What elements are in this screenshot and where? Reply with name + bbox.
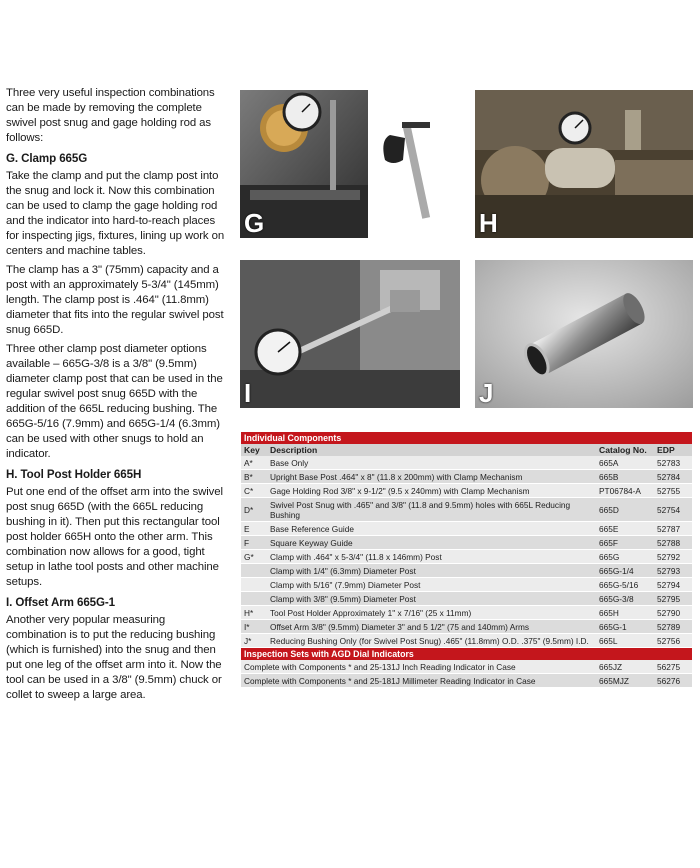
table-row [241,498,692,522]
cell-description: Clamp with 3/8" (9.5mm) Diameter Post [267,592,596,606]
table-row [241,470,692,484]
cell-description: Base Reference Guide [267,522,596,536]
cell-catalog: 665A [596,456,654,470]
cell-key: D* [241,498,267,522]
heading-tool-post-holder-665h: H. Tool Post Holder 665H [6,468,142,481]
cell-catalog: 665JZ [596,660,654,674]
cell-key: G* [241,550,267,564]
clamp-paragraph-3: Three other clamp post diameter options available – 665G-3/8 is a 3/8" (9.5mm) diameter clamp post that can be used in the regular swivel post snug 665D with the addition of the 665L reducing bushing. The 665G-5/16 (7.9mm) and 665G-1/4 (6.3mm) can be used with other snugs to hold an indicator. [6,343,223,460]
section-title: Inspection Sets with AGD Dial Indicators [241,648,692,661]
cell-catalog: 665F [596,536,654,550]
cell-key: C* [241,484,267,498]
table-row [241,634,692,648]
photo-j-illustration [475,260,693,408]
table-row [241,674,692,688]
cell-description: Complete with Components * and 25-131J Inch Reading Indicator in Case [241,660,596,674]
cell-edp: 52792 [654,550,692,564]
table-row [241,522,692,536]
tool-post-paragraph: Put one end of the offset arm into the swivel post snug 665D (with the 665L reducing bushing in it). Then put this rectangular tool post holder 665H onto the other arm. This combination now allows for a good, tight setup in lathe tool posts and other machine setups. [6,486,223,588]
cell-description: Reducing Bushing Only (for Swivel Post Snug) .465" (11.8mm) O.D. .375" (9.5mm) I.D. [267,634,596,648]
cell-description: Tool Post Holder Approximately 1" x 7/16" (25 x 11mm) [267,606,596,620]
cell-edp: 56275 [654,660,692,674]
cell-description: Complete with Components * and 25-181J Millimeter Reading Indicator in Case [241,674,596,688]
photo-label-h: H [479,208,498,238]
cell-edp: 52788 [654,536,692,550]
cell-edp: 52787 [654,522,692,536]
clamp-paragraph-1: Take the clamp and put the clamp post into the snug and lock it. Now this combination can be used to clamp the gage holding rod and the indicator into hard-to-reach places for inspecting jigs, fixtures, lining up work on centers and machine tables. [6,170,225,257]
cell-edp: 52755 [654,484,692,498]
photo-g-clamp [240,90,460,238]
cell-description: Gage Holding Rod 3/8" x 9-1/2" (9.5 x 240mm) with Clamp Mechanism [267,484,596,498]
components-table [241,432,692,688]
cell-catalog: 665G-3/8 [596,592,654,606]
table-row [241,592,692,606]
photo-i-offset-arm [240,260,460,408]
heading-clamp-665g: G. Clamp 665G [6,152,88,165]
photo-j-reducing-bushing [475,260,693,408]
cell-catalog: 665G-1 [596,620,654,634]
cell-catalog: 665B [596,470,654,484]
heading-offset-arm-665g-1: I. Offset Arm 665G-1 [6,596,116,609]
cell-key: E [241,522,267,536]
cell-description: Clamp with 1/4" (6.3mm) Diameter Post [267,564,596,578]
photo-h-tool-post-holder [475,90,693,238]
photo-label-j: J [479,378,494,408]
column-header-row [241,444,692,456]
cell-description: Clamp with .464" x 5-3/4" (11.8 x 146mm) Post [267,550,596,564]
cell-catalog: 665G-1/4 [596,564,654,578]
cell-description: Offset Arm 3/8" (9.5mm) Diameter 3" and 5 1/2" (75 and 140mm) Arms [267,620,596,634]
cell-key: F [241,536,267,550]
table-row [241,620,692,634]
table-row [241,484,692,498]
section-header-individual-components [241,432,692,444]
intro-paragraph: Three very useful inspection combinations can be made by removing the complete swivel post snug and gage holding rod as follows: [6,87,215,144]
table-row [241,578,692,592]
cell-description: Upright Base Post .464" x 8" (11.8 x 200mm) with Clamp Mechanism [267,470,596,484]
cell-edp: 52794 [654,578,692,592]
cell-catalog: 665G-5/16 [596,578,654,592]
table-row [241,564,692,578]
column-header-key: Key [241,444,267,456]
cell-description: Clamp with 5/16" (7.9mm) Diameter Post [267,578,596,592]
table-row [241,456,692,470]
cell-key: I* [241,620,267,634]
cell-catalog: 665D [596,498,654,522]
photo-i-illustration [240,260,460,408]
cell-catalog: 665MJZ [596,674,654,688]
column-header-catalog: Catalog No. [596,444,654,456]
cell-edp: 52789 [654,620,692,634]
cell-edp: 52793 [654,564,692,578]
column-header-edp: EDP [654,444,692,456]
cell-key: J* [241,634,267,648]
photo-h-illustration [475,90,693,238]
body-text-column [6,86,228,707]
cell-key [241,578,267,592]
table-row [241,606,692,620]
section-title: Individual Components [241,432,692,444]
cell-key [241,564,267,578]
cell-description: Swivel Post Snug with .465" and 3/8" (11.8 and 9.5mm) holes with 665L Reducing Bushing [267,498,596,522]
photo-label-i: I [244,378,252,408]
cell-edp: 56276 [654,674,692,688]
cell-edp: 52790 [654,606,692,620]
cell-catalog: 665E [596,522,654,536]
cell-edp: 52754 [654,498,692,522]
cell-edp: 52795 [654,592,692,606]
cell-key: A* [241,456,267,470]
table-row [241,536,692,550]
cell-key: H* [241,606,267,620]
section-header-inspection-sets [241,648,692,661]
photo-label-g: G [244,208,265,238]
table-row [241,550,692,564]
cell-description: Square Keyway Guide [267,536,596,550]
cell-edp: 52756 [654,634,692,648]
column-header-description: Description [267,444,596,456]
cell-key: B* [241,470,267,484]
cell-catalog: 665H [596,606,654,620]
clamp-paragraph-2: The clamp has a 3" (75mm) capacity and a post with an approximately 5-3/4" (145mm) length. The clamp post is .464" (11.8mm) diameter that fits into the regular swivel post snug 665D. [6,264,224,336]
cell-catalog: PT06784-A [596,484,654,498]
cell-description: Base Only [267,456,596,470]
offset-arm-paragraph: Another very popular measuring combination is to put the reducing bushing (which is furnished) into the snug and then put one leg of the offset arm into it. Now the tool can be used in a 3/8" (9.5mm) chuck or collet to sweep a large area. [6,614,222,701]
table-row [241,660,692,674]
cell-key [241,592,267,606]
cell-catalog: 665L [596,634,654,648]
cell-edp: 52783 [654,456,692,470]
photo-g-illustration [240,90,460,238]
cell-catalog: 665G [596,550,654,564]
cell-edp: 52784 [654,470,692,484]
